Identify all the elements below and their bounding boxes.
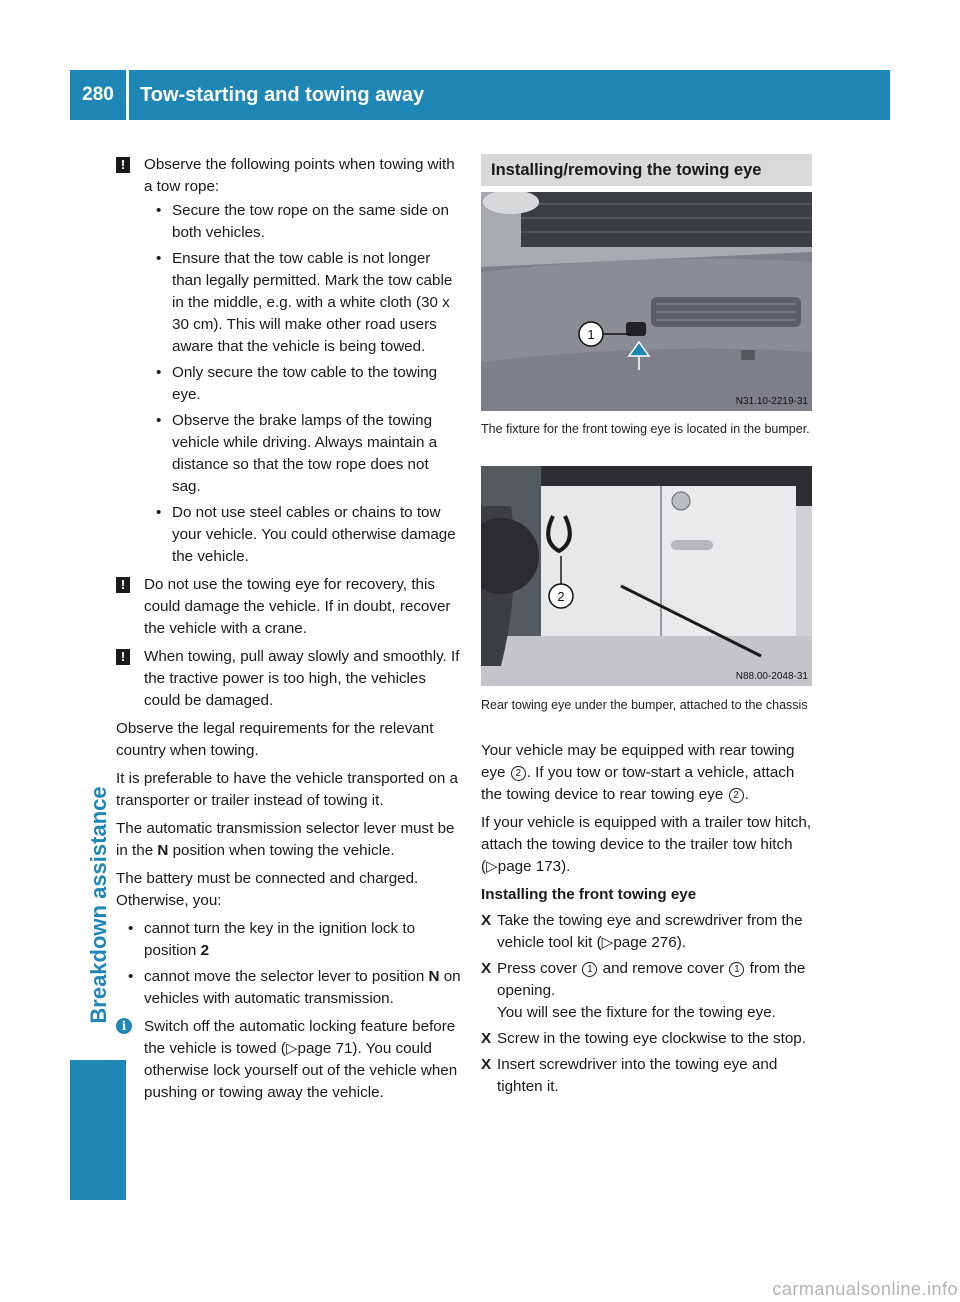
page-reference-link[interactable]: page 173 [497, 858, 562, 875]
page-ref-arrow-icon: ▷ [486, 858, 498, 875]
warning-icon: ! [116, 649, 130, 665]
callout-1-ref: 1 [582, 962, 597, 977]
paragraph: If your vehicle is equipped with a trailer tow hitch, attach the towing device to the trailer tow hitch (▷page 173). [481, 814, 812, 875]
step-arrow-icon: X [481, 1056, 492, 1073]
step-item: X Press cover 1 and remove cover 1 from the opening. You will see the fixture for the towing eye. [481, 960, 806, 1021]
page-header [70, 70, 890, 120]
rear-bumper-image [481, 466, 812, 686]
page-reference-link[interactable]: page 71 [297, 1040, 353, 1057]
callout-1-ref: 1 [729, 962, 744, 977]
list-item: • Observe the brake lamps of the towing vehicle while driving. Always maintain a distance so that the tow rope does not sag. [156, 412, 438, 495]
callout-2: 2 [557, 589, 565, 604]
paragraph: Your vehicle may be equipped with rear towing eye 2 . If you tow or tow-start a vehicle, attach the towing device to rear towing eye 2 . [481, 742, 795, 803]
info-icon: i [116, 1018, 132, 1034]
page-title: Tow-starting and towing away [140, 84, 425, 106]
front-bumper-illustration [481, 192, 812, 411]
left-column [116, 154, 461, 1110]
towing-rope-list [156, 200, 461, 568]
page-ref-arrow-icon: ▷ [285, 1040, 298, 1057]
subheading: Installing the front towing eye [481, 886, 697, 903]
steps-list [481, 910, 812, 1098]
step-item: X Take the towing eye and screwdriver from the vehicle tool kit (▷page 276). [481, 912, 803, 951]
paragraph: Observe the legal requirements for the relevant country when towing. [116, 720, 434, 759]
image-code: N88.00-2048-31 [735, 671, 808, 682]
page-reference-link[interactable]: page 276 [613, 934, 677, 951]
warning-pull-away: ! When towing, pull away slowly and smoothly. If the tractive power is too high, the vehicles could be damaged. [116, 646, 461, 712]
warning-icon: ! [116, 157, 130, 173]
page-ref-arrow-icon: ▷ [601, 934, 614, 951]
list-item: • Do not use steel cables or chains to tow your vehicle. You could otherwise damage the vehicle. [156, 504, 456, 565]
callout-1: 1 [587, 327, 595, 342]
step-item: X Insert screwdriver into the towing eye and tighten it. [481, 1056, 778, 1095]
image-caption: The fixture for the front towing eye is located in the bumper. [481, 422, 810, 436]
paragraph: It is preferable to have the vehicle transported on a transporter or trailer instead of towing it. [116, 770, 458, 809]
page-number: 280 [82, 84, 114, 105]
side-tab-label: Breakdown assistance [86, 786, 111, 1024]
step-arrow-icon: X [481, 1030, 492, 1047]
list-item: • cannot move the selector lever to position N on vehicles with automatic transmission. [128, 968, 461, 1007]
step-arrow-icon: X [481, 912, 492, 929]
info-note: i Switch off the automatic locking feature before the vehicle is towed (▷page 71). You could otherwise lock yourself out of the vehicle when pushing or towing away the vehicle. [116, 1016, 461, 1104]
battery-list [128, 918, 461, 1010]
image-code: N31.10-2219-31 [735, 396, 808, 407]
step-arrow-icon: X [481, 960, 492, 977]
list-item: • Only secure the tow cable to the towing eye. [156, 364, 438, 403]
callout-2-ref: 2 [729, 788, 744, 803]
section-heading: Installing/removing the towing eye [481, 154, 812, 186]
warning-recovery: ! Do not use the towing eye for recovery, this could damage the vehicle. If in doubt, recover the vehicle with a crane. [116, 574, 461, 640]
header-divider [126, 70, 129, 120]
image-caption: Rear towing eye under the bumper, attached to the chassis [481, 698, 808, 712]
paragraph: The battery must be connected and charged. Otherwise, you: [116, 870, 419, 909]
warning-icon: ! [116, 577, 130, 593]
list-item: • cannot turn the key in the ignition lock to position 2 [128, 920, 416, 959]
front-bumper-image [481, 192, 812, 411]
paragraph: The automatic transmission selector lever must be in the N position when towing the vehicle. [116, 820, 455, 859]
list-item: • Secure the tow rope on the same side on both vehicles. [156, 202, 449, 241]
list-item: • Ensure that the tow cable is not longer than legally permitted. Mark the tow cable in the middle, e.g. with a white cloth (30 x 30 cm). This will make other road users aware that the vehicle is being towed. [156, 250, 453, 355]
callout-2-ref: 2 [511, 766, 526, 781]
watermark: carmanualsonline.info [772, 1279, 958, 1299]
rear-bumper-illustration [481, 466, 812, 686]
right-column-text [481, 740, 812, 1102]
step-item: X Screw in the towing eye clockwise to the stop. [481, 1028, 812, 1050]
warning-towing-rope: ! Observe the following points when towing with a tow rope: • Secure the tow rope on the same side on both vehicles. • Ensure that the tow cable is not longer than legally permitted. Mark the tow cable in the middle, e.g. with a white cloth (30 x 30 cm). This will make other road users aware that the vehicle is being towed. • Only secure the tow cable to the towing eye. • Observe the brake lamps of the towing vehicle while driving. Always maintain a distance so that the tow rope does not sag. • Do not use steel cables or chains to tow your vehicle. You could otherwise damage the vehicle. [116, 154, 461, 568]
